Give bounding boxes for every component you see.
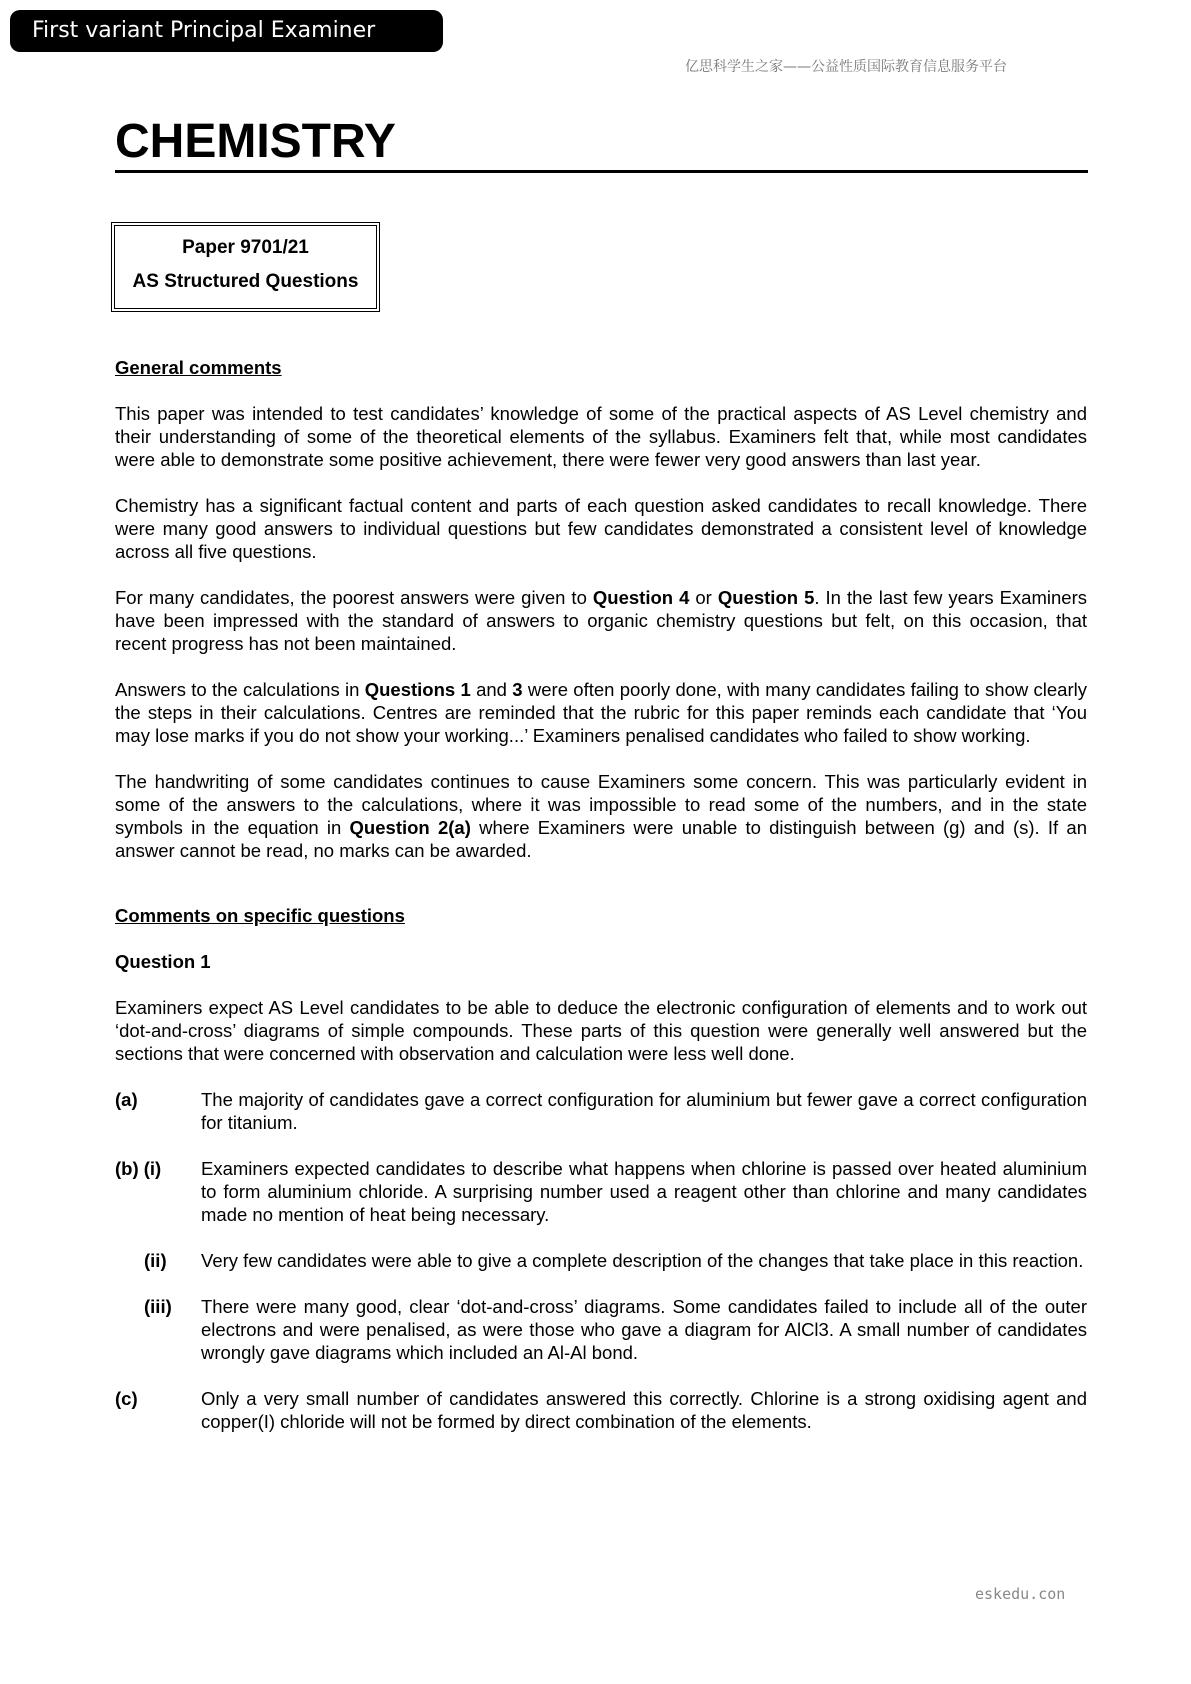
item-label: (ii) [144,1250,167,1271]
paper-info-box [111,222,380,312]
title-divider [115,170,1088,173]
answer-item-b-iii [115,1295,1087,1364]
item-text: Examiners expected candidates to describe what happens when chlorine is passed over heated aluminium to form aluminium chloride. A surprising number used a reagent other than chlorine and many candidates made no mention of heat being necessary. [201,1158,1087,1225]
general-paragraph-2: Chemistry has a significant factual content and parts of each question asked candidates to recall knowledge. There were many good answers to individual questions but few candidates demonstrated a consistent level of knowledge across all five questions. [115,495,1087,562]
general-paragraph-5: The handwriting of some candidates continues to cause Examiners some concern. This was particularly evident in some of the answers to the calculations, where it was impossible to read some of the numbers, and in the state symbols in the equation in Question 2(a) where Examiners were unable to distinguish between (g) and (s). If an answer cannot be read, no marks can be awarded. [115,771,1087,861]
general-comments-heading: General comments [115,357,282,378]
paper-type: AS Structured Questions [132,271,359,292]
item-label: (iii) [144,1296,172,1317]
general-paragraph-4: Answers to the calculations in Questions 1 and 3 were often poorly done, with many candidates failing to show clearly the steps in their calculations. Centres are reminded that the rubric for this paper reminds each candidate that ‘You may lose marks if you do not show your working...’ Examiners penalised candidates who failed to show working. [115,679,1087,746]
report-body [115,356,1087,1456]
item-text: There were many good, clear ‘dot-and-cross’ diagrams. Some candidates failed to include all of the outer electrons and were penalised, as were those who gave a diagram for AlCl3. A small number of candidates wrongly gave diagrams which included an Al-Al bond. [201,1296,1087,1363]
general-paragraph-1: This paper was intended to test candidates’ knowledge of some of the practical aspects of AS Level chemistry and their understanding of some of the theoretical elements of the syllabus. Examiners felt that, while most candidates were able to demonstrate some positive achievement, there were fewer very good answers than last year. [115,403,1087,470]
item-text: The majority of candidates gave a correct configuration for aluminium but fewer gave a correct configuration for titanium. [201,1089,1087,1133]
answer-item-c [115,1387,1087,1433]
item-label: (c) [115,1388,138,1409]
report-banner: First variant Principal Examiner Report [10,10,443,52]
answer-item-b-i [115,1157,1087,1226]
general-paragraph-3: For many candidates, the poorest answers were given to Question 4 or Question 5. In the last few years Examiners have been impressed with the standard of answers to organic chemistry questions but felt, on this occasion, that recent progress has not been maintained. [115,587,1087,654]
item-text: Very few candidates were able to give a complete description of the changes that take place in this reaction. [201,1250,1084,1271]
answer-item-a [115,1088,1087,1134]
paper-code: Paper 9701/21 [182,237,309,258]
specific-comments-heading: Comments on specific questions [115,905,405,926]
answer-item-b-ii [115,1249,1087,1272]
item-label: (a) [115,1089,138,1110]
footer-watermark: eskedu.con [975,1585,1066,1603]
item-text: Only a very small number of candidates answered this correctly. Chlorine is a strong oxidising agent and copper(I) chloride will not be formed by direct combination of the elements. [201,1388,1087,1432]
page-title: CHEMISTRY [115,115,396,168]
site-tagline: 亿思科学生之家——公益性质国际教育信息服务平台 [685,59,1007,75]
item-label: (b) (i) [115,1158,162,1179]
question-1-intro: Examiners expect AS Level candidates to be able to deduce the electronic configuration of elements and to work out ‘dot-and-cross’ diagrams of simple compounds. These parts of this question were generally well answered but the sections that were concerned with observation and calculation were less well done. [115,997,1087,1064]
question-1-heading: Question 1 [115,951,211,972]
